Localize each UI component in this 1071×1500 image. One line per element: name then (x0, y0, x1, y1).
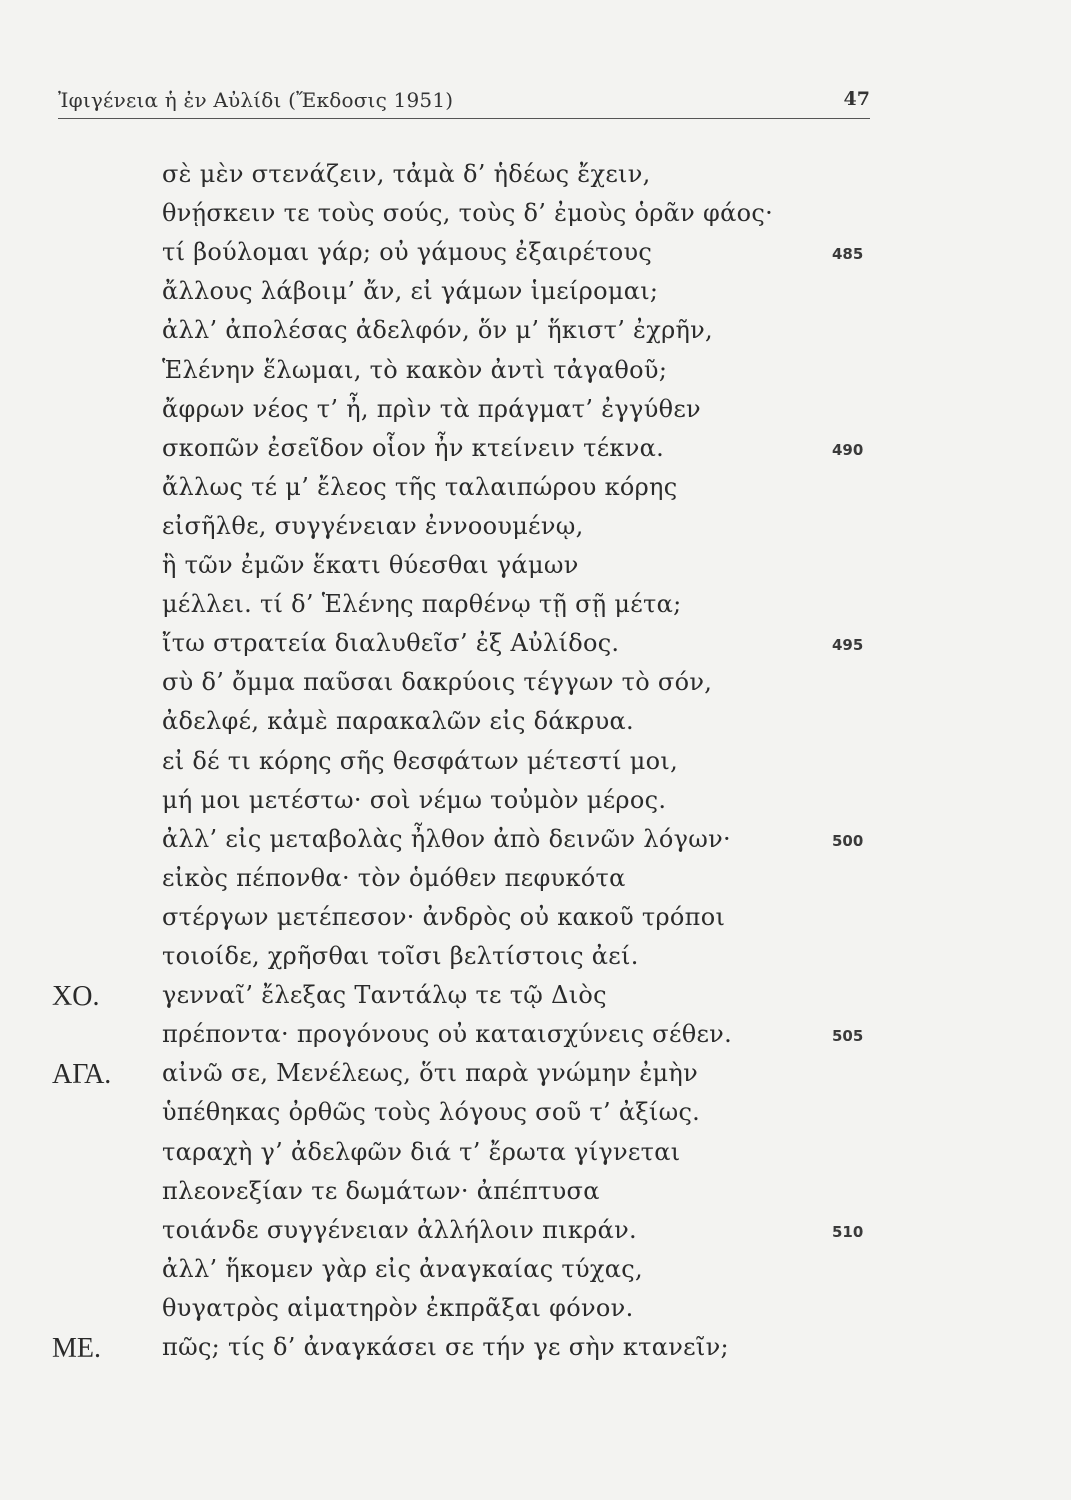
verse-text: τοιάνδε συγγένειαν ἀλλήλοιν πικράν. (162, 1215, 637, 1244)
verse-line (0, 1255, 1071, 1289)
verse-line (0, 238, 1071, 272)
verse-text: ἄλλους λάβοιμ’ ἄν, εἰ γάμων ἱμείρομαι; (162, 277, 659, 306)
verse-line (0, 1177, 1071, 1211)
verse-line (0, 668, 1071, 702)
verse-text: πῶς; τίς δ’ ἀναγκάσει σε τήν γε σὴν κτανεῖν; (162, 1333, 729, 1361)
page-number: 47 (843, 88, 870, 110)
verse-line (0, 1138, 1071, 1172)
verse-text: εἰ δέ τι κόρης σῆς θεσφάτων μέτεστί μοι, (162, 746, 679, 775)
header-rule (58, 118, 870, 119)
verse-line (0, 942, 1071, 976)
verse-text: σὲ μὲν στενάζειν, τἀμὰ δ’ ἡδέως ἔχειν, (162, 160, 651, 188)
verse-line (0, 590, 1071, 624)
verse-line (0, 551, 1071, 585)
verse-text: πρέποντα· προγόνους οὐ καταισχύνεις σέθεν. (162, 1020, 733, 1049)
line-number: 495 (832, 636, 864, 655)
verse-line (0, 1216, 1071, 1250)
verse-text: ἄφρων νέος τ’ ἦ, πρὶν τὰ πράγματ’ ἐγγύθεν (162, 394, 701, 423)
verse-text: θνῄσκειν τε τοὺς σούς, τοὺς δ’ ἐμοὺς ὁρᾶν φάος· (162, 199, 774, 228)
verse-text: ἴτω στρατεία διαλυθεῖσ’ ἐξ Αὐλίδος. (162, 629, 620, 658)
speaker-label: ΧΟ. (52, 981, 100, 1013)
verse-text: ἀλλ’ ἥκομεν γὰρ εἰς ἀναγκαίας τύχας, (162, 1254, 643, 1283)
verse-text: γενναῖ’ ἔλεξας Ταντάλῳ τε τῷ Διὸς (162, 981, 607, 1010)
verse-text: ἄλλως τέ μ’ ἔλεος τῆς ταλαιπώρου κόρης (162, 472, 678, 501)
line-number: 485 (832, 245, 864, 264)
verse-text: ταραχὴ γ’ ἀδελφῶν διά τ’ ἔρωτα γίγνεται (162, 1137, 681, 1166)
verse-text: Ἑλένην ἕλωμαι, τὸ κακὸν ἀντὶ τἀγαθοῦ; (162, 355, 668, 384)
verse-line (0, 473, 1071, 507)
verse-line (0, 1333, 1071, 1367)
verse-line (0, 629, 1071, 663)
verse-line (0, 903, 1071, 937)
verse-text: εἰκὸς πέπονθα· τὸν ὁμόθεν πεφυκότα (162, 863, 626, 892)
verse-text: στέργων μετέπεσον· ἀνδρὸς οὐ κακοῦ τρόποι (162, 902, 726, 931)
line-number: 505 (832, 1027, 864, 1046)
line-number: 510 (832, 1222, 864, 1241)
line-number: 500 (832, 831, 864, 850)
verse-text: μή μοι μετέστω· σοὶ νέμω τοὐμὸν μέρος. (162, 785, 667, 814)
verse-text: πλεονεξίαν τε δωμάτων· ἀπέπτυσα (162, 1176, 600, 1205)
verse-text: ἀδελφέ, κἀμὲ παρακαλῶν εἰς δάκρυα. (162, 707, 634, 736)
verse-text: σὺ δ’ ὄμμα παῦσαι δακρύοις τέγγων τὸ σόν, (162, 668, 713, 697)
verse-text: ὑπέθηκας ὀρθῶς τοὺς λόγους σοῦ τ’ ἀξίως. (162, 1098, 701, 1127)
verse-line (0, 1059, 1071, 1093)
verse-line (0, 1020, 1071, 1054)
verse-line (0, 316, 1071, 350)
verse-line (0, 199, 1071, 233)
verse-text: τί βούλομαι γάρ; οὐ γάμους ἐξαιρέτους (162, 238, 653, 267)
verse-line (0, 864, 1071, 898)
verse-line (0, 747, 1071, 781)
verse-text: αἰνῶ σε, Μενέλεως, ὅτι παρὰ γνώμην ἐμὴν (162, 1059, 698, 1088)
verse-line (0, 356, 1071, 390)
verse-text: ἀλλ’ εἰς μεταβολὰς ἦλθον ἀπὸ δεινῶν λόγων· (162, 824, 731, 853)
line-number: 490 (832, 440, 864, 459)
verse-line (0, 434, 1071, 468)
running-title: Ἰφιγένεια ἡ ἐν Αὐλίδι (Ἔκδοσις 1951) (58, 88, 454, 112)
verse-line (0, 512, 1071, 546)
verse-line (0, 1294, 1071, 1328)
verse-line (0, 277, 1071, 311)
verse-text: θυγατρὸς αἱματηρὸν ἐκπρᾶξαι φόνον. (162, 1293, 634, 1322)
verse-line (0, 707, 1071, 741)
speaker-label: ΜΕ. (52, 1333, 101, 1364)
verse-text: ἀλλ’ ἀπολέσας ἀδελφόν, ὅν μ’ ἥκιστ’ ἐχρῆν, (162, 316, 713, 345)
verse-line (0, 786, 1071, 820)
verse-text: μέλλει. τί δ’ Ἑλένης παρθένῳ τῇ σῇ μέτα; (162, 590, 682, 619)
running-head (58, 88, 870, 114)
verse-line (0, 1098, 1071, 1132)
verse-line (0, 160, 1071, 194)
verse-text: σκοπῶν ἐσεῖδον οἷον ἦν κτείνειν τέκνα. (162, 433, 665, 462)
verse-line (0, 395, 1071, 429)
verse-text: εἰσῆλθε, συγγένειαν ἐννοουμένῳ, (162, 511, 584, 540)
verse-text: ἣ τῶν ἐμῶν ἕκατι θύεσθαι γάμων (162, 551, 579, 579)
verse-line (0, 825, 1071, 859)
verse-text: τοιοίδε, χρῆσθαι τοῖσι βελτίστοις ἀεί. (162, 942, 639, 970)
speaker-label: ΑΓΑ. (52, 1059, 112, 1091)
verse-line (0, 981, 1071, 1015)
